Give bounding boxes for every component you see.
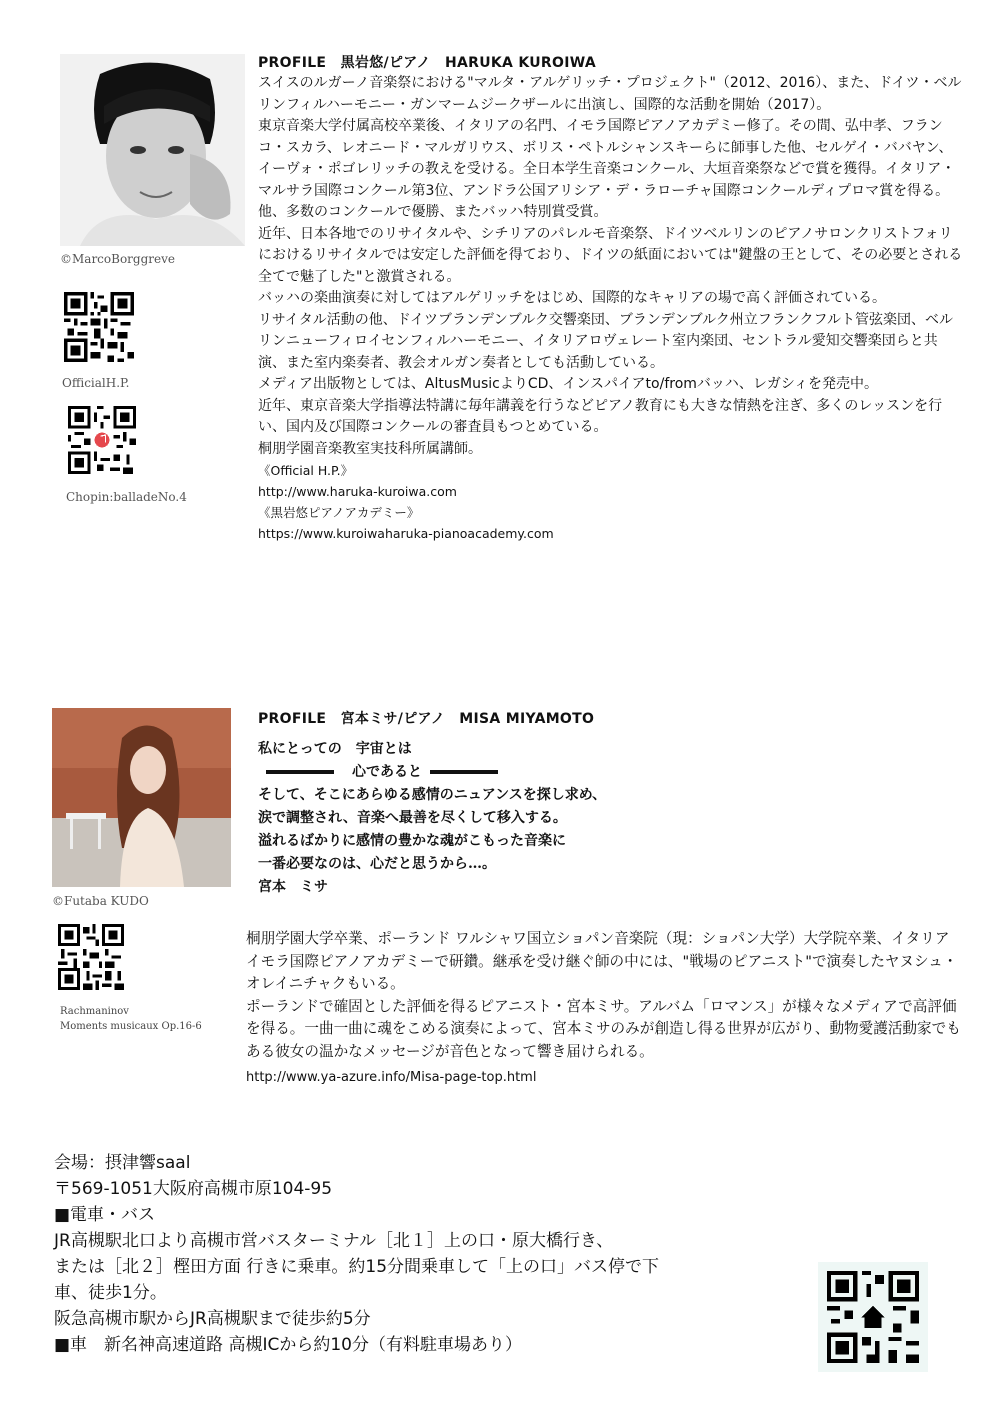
academy-label: 《黒岩悠ピアノアカデミー》 xyxy=(258,505,420,520)
kuroiwa-chopin-qr-code[interactable] xyxy=(68,406,136,474)
venue-info xyxy=(54,1150,794,1358)
kuroiwa-bio-paragraph: スイスのルガーノ音楽祭における"マルタ・アルゲリッチ・プロジェクト"（2012、2016）、また、ドイツ・ベルリンフィルハーモニー・ガンマームジークザールに出演し、国際的な活動を開始（2017）。 xyxy=(258,75,962,113)
venue-address: 〒569-1051大阪府高槻市原104-95 xyxy=(54,1179,333,1199)
kuroiwa-bio-paragraph: バッハの楽曲演奏に対してはアルゲリッチをはじめ、国際的なキャリアの場で高く評価されている。 xyxy=(258,290,887,306)
kuroiwa-links xyxy=(258,460,964,544)
poem-dash-right xyxy=(430,770,498,774)
miyamoto-poem xyxy=(258,738,678,899)
kuroiwa-bio-paragraph: 近年、東京音楽大学指導法特講に毎年講義を行うなどピアノ教育にも大きな情熱を注ぎ、多くのレッスンを行い、国内及び国際コンクールの審査員もつとめている。 xyxy=(258,397,943,435)
venue-directions: JR高槻駅北口より高槻市営バスターミナル［北１］上の口・原大橋行き、 xyxy=(54,1231,614,1251)
venue-car-directions: ■車 新名神高速道路 高槻ICから約10分（有料駐車場あり） xyxy=(54,1335,522,1355)
venue-name: 会場：摂津響saal xyxy=(54,1153,191,1173)
poem-line: 心であると xyxy=(352,764,422,780)
miyamoto-profile-heading: PROFILE 宮本ミサ/ピアノ MISA MIYAMOTO xyxy=(258,711,595,727)
miyamoto-photo-credit: ©Futaba KUDO xyxy=(52,894,149,908)
kuroiwa-bio-paragraph: 桐朋学園音楽教室実技科所属講師。 xyxy=(258,440,482,457)
poem-line: 溢れるばかりに感情の豊かな魂がこもった音楽に xyxy=(258,833,566,849)
venue-directions: 車、徒歩1分。 xyxy=(54,1283,167,1303)
kuroiwa-official-qr-code[interactable] xyxy=(64,292,134,362)
miyamoto-photo xyxy=(52,708,231,887)
kuroiwa-profile-heading: PROFILE 黒岩悠/ピアノ HARUKA KUROIWA xyxy=(258,55,596,71)
poem-line: 涙で調整され、音楽へ最善を尽くして移入する。 xyxy=(258,810,567,826)
miyamoto-bio-paragraph: 桐朋学園大学卒業、ポーランド ワルシャワ国立ショパン音楽院（現：ショパン大学）大学院卒業、イタリア イモラ国際ピアノアカデミーで研鑽。継承を受け継ぐ師の中には、"戦場のピアニスト"で演奏したヤヌシュ・オレイニチャクもいる。 xyxy=(246,930,958,992)
poem-line: 私にとっての 宇宙とは xyxy=(258,741,412,757)
miyamoto-qr-label-piece: Moments musicaux Op.16-6 xyxy=(60,1021,202,1032)
miyamoto-bio xyxy=(246,928,968,1088)
kuroiwa-bio-paragraph: 近年、日本各地でのリサイタルや、シチリアのパレルモ音楽祭、ドイツベルリンのピアノサロンクリストフォリにおけるリサイタルでは安定した評価を得ており、ドイツの紙面においては"鍵盤の王として、その必要とされる全てで魅了した"と激賞される。 xyxy=(258,225,963,285)
academy-link[interactable]: https://www.kuroiwaharuka-pianoacademy.com xyxy=(258,526,554,541)
poem-signature: 宮本 ミサ xyxy=(258,879,328,895)
kuroiwa-photo-credit: ©MarcoBorggreve xyxy=(60,252,175,266)
poem-dash-left xyxy=(266,770,334,774)
miyamoto-bio-paragraph: ポーランドで確固とした評価を得るピアニスト・宮本ミサ。アルバム「ロマンス」が様々なメディアで高評価を得る。一曲一曲に魂をこめる演奏によって、宮本ミサのみが創造し得る世界が広がり、動物愛護活動家でもある彼女の温かなメッセージが音色となって響き届けられる。 xyxy=(246,997,961,1060)
kuroiwa-bio-paragraph: メディア出版物としては、AltusMusicよりCD、インスパイアto/fromバッハ、レガシィを発売中。 xyxy=(258,376,879,392)
miyamoto-qr-label xyxy=(60,1004,202,1034)
venue-directions: または［北２］樫田方面 行きに乗車。約15分間乗車して「上の口」バス停で下 xyxy=(54,1257,660,1277)
miyamoto-portrait-graphic xyxy=(52,708,231,887)
kuroiwa-photo xyxy=(60,54,245,246)
kuroiwa-chopin-qr-label: Chopin:balladeNo.4 xyxy=(66,490,187,504)
poem-line: 一番必要なのは、心だと思うから…。 xyxy=(258,856,496,872)
official-hp-label: 《Official H.P.》 xyxy=(258,463,354,478)
venue-map-qr-code[interactable] xyxy=(818,1262,928,1372)
kuroiwa-bio-paragraph: 東京音楽大学付属高校卒業後、イタリアの名門、イモラ国際ピアノアカデミー修了。その間、弘中孝、フランコ・スカラ、レオニード・マルガリウス、ボリス・ペトルシャンスキーらに師事した他、セルゲイ・ババヤン、イーヴォ・ポゴレリッチの教えを受ける。全日本学生音楽コンクール、大垣音楽祭などで賞を獲得。イタリア・マルサラ国際コンクール第3位、アンドラ公国アリシア・デ・ラローチャ国際コンクールディプロマ賞を得る。他、多数のコンクールで優勝、またバッハ特別賞受賞。 xyxy=(258,118,956,220)
kuroiwa-bio xyxy=(258,73,964,544)
miyamoto-rachmaninov-qr-code[interactable] xyxy=(58,924,124,990)
kuroiwa-official-qr-label: OfficialH.P. xyxy=(62,376,130,390)
miyamoto-qr-label-composer: Rachmaninov xyxy=(60,1006,129,1017)
venue-transport-heading: ■電車・バス xyxy=(54,1205,156,1225)
poem-line-decorated xyxy=(258,761,678,784)
venue-directions: 阪急高槻市駅からJR高槻駅まで徒歩約5分 xyxy=(54,1309,371,1329)
kuroiwa-portrait-graphic xyxy=(60,54,245,246)
kuroiwa-bio-paragraph: リサイタル活動の他、ドイツブランデンブルク交響楽団、ブランデンブルク州立フランクフルト管弦楽団、ベルリンニューフィロイセンフィルハーモニー、イタリアロヴェレート室内楽団、セントラル愛知交響楽団らと共演、また室内楽奏者、教会オルガン奏者としても活動している。 xyxy=(258,311,953,371)
miyamoto-link[interactable]: http://www.ya-azure.info/Misa-page-top.html xyxy=(246,1070,537,1085)
poem-line: そして、そこにあらゆる感情のニュアンスを探し求め、 xyxy=(258,787,607,803)
official-hp-link[interactable]: http://www.haruka-kuroiwa.com xyxy=(258,484,457,499)
